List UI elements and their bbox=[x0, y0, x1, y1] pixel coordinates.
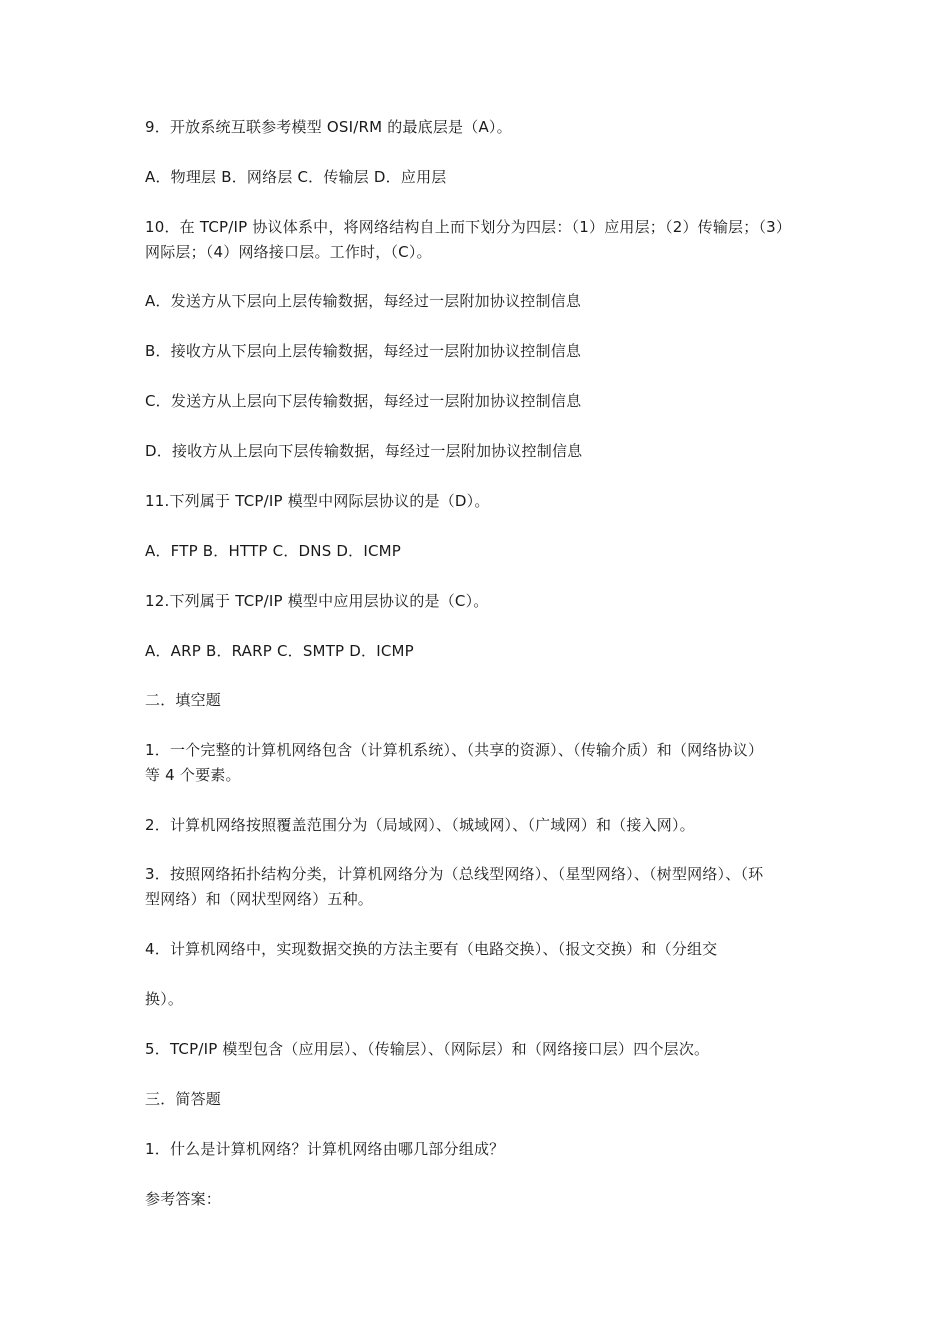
fill-4-line-2: 换）。 bbox=[145, 990, 184, 1008]
fill-2: 2．计算机网络按照覆盖范围分为（局域网）、（城域网）、（广域网）和（接入网）。 bbox=[145, 816, 695, 834]
fill-1-line-1: 1．一个完整的计算机网络包含（计算机系统）、（共享的资源）、（传输介质）和（网络协议） bbox=[145, 741, 764, 759]
short-answer-1: 1．什么是计算机网络？计算机网络由哪几部分组成？ bbox=[145, 1140, 505, 1158]
question-12-options: A．ARP B．RARP C．SMTP D．ICMP bbox=[145, 642, 414, 660]
question-9-options: A．物理层 B．网络层 C．传输层 D．应用层 bbox=[145, 168, 447, 186]
question-12: 12.下列属于 TCP/IP 模型中应用层协议的是（C）。 bbox=[145, 592, 489, 610]
fill-5: 5．TCP/IP 模型包含（应用层）、（传输层）、（网际层）和（网络接口层）四个层次。 bbox=[145, 1040, 710, 1058]
section-heading-short-answer: 三．简答题 bbox=[145, 1090, 222, 1108]
question-10-option-d: D．接收方从上层向下层传输数据，每经过一层附加协议控制信息 bbox=[145, 442, 583, 460]
question-10-option-c: C．发送方从上层向下层传输数据，每经过一层附加协议控制信息 bbox=[145, 392, 582, 410]
question-11-options: A．FTP B．HTTP C．DNS D．ICMP bbox=[145, 542, 402, 560]
question-10-line-2: 网际层；（4）网络接口层。工作时，（C）。 bbox=[145, 243, 432, 261]
fill-1-line-2: 等 4 个要素。 bbox=[145, 766, 241, 784]
question-9: 9．开放系统互联参考模型 OSI/RM 的最底层是（A）。 bbox=[145, 118, 512, 136]
fill-3-line-2: 型网络）和（网状型网络）五种。 bbox=[145, 890, 374, 908]
question-10-option-a: A．发送方从下层向上层传输数据，每经过一层附加协议控制信息 bbox=[145, 292, 582, 310]
fill-3-line-1: 3．按照网络拓扑结构分类，计算机网络分为（总线型网络）、（星型网络）、（树型网络）、（环 bbox=[145, 865, 764, 883]
question-11: 11.下列属于 TCP/IP 模型中网际层协议的是（D）。 bbox=[145, 492, 490, 510]
section-heading-fill-in: 二．填空题 bbox=[145, 691, 222, 709]
fill-4-line-1: 4．计算机网络中，实现数据交换的方法主要有（电路交换）、（报文交换）和（分组交 bbox=[145, 940, 718, 958]
question-10-option-b: B．接收方从下层向上层传输数据，每经过一层附加协议控制信息 bbox=[145, 342, 582, 360]
reference-answer-label: 参考答案： bbox=[145, 1190, 222, 1208]
question-10-line-1: 10．在 TCP/IP 协议体系中，将网络结构自上而下划分为四层：（1）应用层；（2）传输层；（3） bbox=[145, 218, 792, 236]
